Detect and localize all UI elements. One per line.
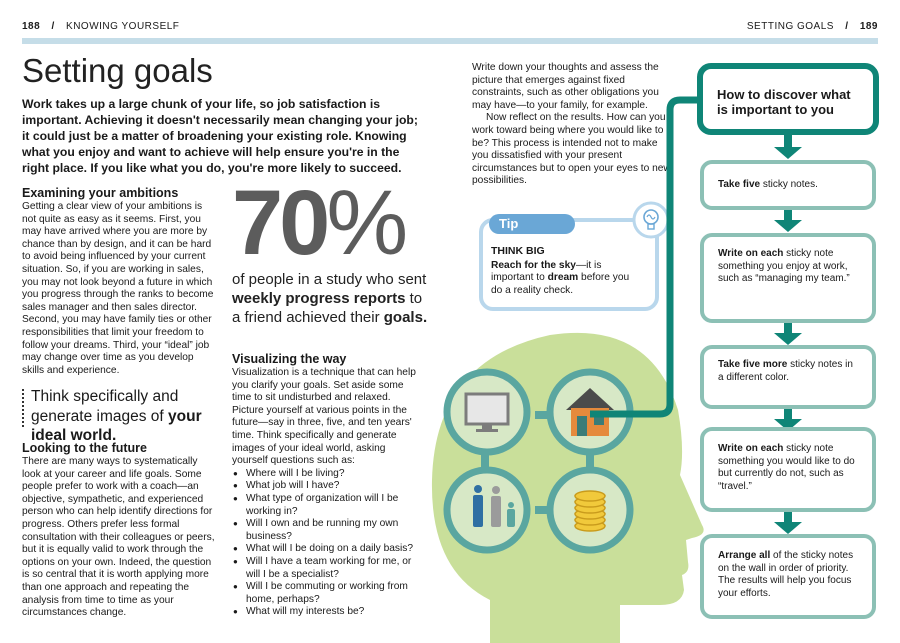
step-bold: Write on each <box>718 248 784 259</box>
step-text: sticky notes in a different color. <box>718 359 853 383</box>
stat-bold-1: weekly progress reports <box>232 290 406 307</box>
question-item: ● Where will I be living? <box>232 468 417 481</box>
future-section <box>22 441 217 620</box>
right-paragraph-1: Write down your thoughts and assess the picture that emerges against fixed constraints, such as other obligations you may have—to your family, for example. <box>472 62 659 111</box>
question-item: ● What will I be doing on a daily basis? <box>232 543 417 556</box>
question-item: ● What will my interests be? <box>232 606 417 619</box>
step-text: of the sticky notes on the wall in order of priority. The results will help you focus your efforts. <box>718 550 854 599</box>
step-text: sticky note something you would like to do but currently do not, such as “travel.” <box>718 443 855 492</box>
tip-bold-2: dream <box>547 272 579 284</box>
right-paragraph-2: Now reflect on the results. How can you work toward being where you would like to be? This process is intended not to make you dissatisfied with your present circumstances but to open your eyes to new possibilities. <box>472 112 671 187</box>
questions-list <box>232 468 417 619</box>
question-item: ● Will I own and be running my own business? <box>232 518 417 543</box>
flow-step-2 <box>700 233 876 323</box>
stat-number <box>232 172 405 274</box>
flow-step-3 <box>700 345 876 409</box>
question-item: ● What job will I have? <box>232 480 417 493</box>
flow-arrow-stem <box>784 210 792 220</box>
right-folio: SETTING GOALS / 189 <box>746 21 878 32</box>
tip-label: Tip <box>489 214 575 234</box>
examining-section <box>22 186 217 377</box>
step-text: sticky notes. <box>760 179 818 190</box>
examining-heading: Examining your ambitions <box>22 186 179 200</box>
coins-node <box>550 470 630 550</box>
question-item: ● What type of organization will I be working in? <box>232 493 417 518</box>
stat-text-2: to a friend achieved their <box>232 290 423 326</box>
right-section-title: SETTING GOALS <box>746 21 834 32</box>
stat-text-1: of people in a study who sent <box>232 271 427 288</box>
stat-bold-2: goals. <box>383 309 428 326</box>
flow-step-4 <box>700 427 876 512</box>
flow-step-5 <box>700 534 876 619</box>
family-node <box>447 470 527 550</box>
tip-text-1: —it is important to <box>491 259 602 284</box>
tip-bold-1: Reach for the sky <box>491 259 576 271</box>
down-arrow-icon <box>774 147 802 159</box>
future-heading: Looking to the future <box>22 441 147 455</box>
step-text: sticky note something you enjoy at work, such as “managing my team.” <box>718 248 850 284</box>
step-bold: Take five <box>718 179 761 190</box>
stat-value: 70 <box>232 172 327 274</box>
right-page-number: 189 <box>859 21 878 32</box>
visualizing-heading: Visualizing the way <box>232 352 347 366</box>
coins-icon <box>575 491 605 531</box>
down-arrow-icon <box>774 333 802 345</box>
flow-arrow-stem <box>784 323 792 333</box>
left-page-number: 188 <box>22 21 41 32</box>
intro-paragraph: Work takes up a large chunk of your life, so job satisfaction is important. Achieving it doesn't necessarily mean changing your job; it could just be a matter of broadening your existing role. Knowing what you enjoy and want to achieve will help ensure you're in the right place. If you like what you do, you're more likely to succeed. <box>22 97 418 175</box>
header-rule <box>22 38 878 44</box>
pull-quote-text: Think specifically and generate images of <box>31 388 179 425</box>
step-bold: Take five more <box>718 359 788 370</box>
flow-arrow-stem <box>784 135 792 147</box>
flow-arrow-stem <box>784 409 792 419</box>
left-folio: 188 / KNOWING YOURSELF <box>22 21 180 32</box>
down-arrow-icon <box>774 220 802 232</box>
visualizing-section <box>232 352 417 619</box>
visualizing-text: Visualization is a technique that can help you clarify your goals. Set aside some time to sit undisturbed and relaxed. Picture yourself at various points in the future—say in three, five, and ten years' time. Think specifically and generate images of your ideal world, asking yourself questions such as: <box>232 367 416 467</box>
flow-connector <box>590 80 710 420</box>
flow-title: How to discover what is important to you <box>717 87 851 117</box>
flow-step-1 <box>700 160 876 210</box>
pull-quote-rule <box>22 389 24 429</box>
tip-text-2: before you do a reality check. <box>491 272 630 296</box>
step-bold: Arrange all <box>718 550 771 561</box>
flow-title-box <box>697 63 879 135</box>
left-section-title: KNOWING YOURSELF <box>66 21 180 32</box>
future-text: There are many ways to systematically look at your career and life goals. Some people prefer to work with a coach—an objective, sympathetic, and experienced person who can help identify directions for progress. Others prefer less formal consultation with their colleagues or peers, but it is equally valid to work through the options on your own. Indeed, the question is so central that it is worth applying more than one approach and repeating the analysis from time to time as your circumstances change. <box>22 456 215 619</box>
pull-quote-bold: your ideal world. <box>31 407 202 444</box>
question-item: ● Will I have a team working for me, or will I be a specialist? <box>232 556 417 581</box>
stat-caption <box>232 270 432 327</box>
monitor-node <box>447 372 527 452</box>
flow-arrow-stem <box>784 512 792 522</box>
step-bold: Write on each <box>718 443 784 454</box>
page-title: Setting goals <box>22 52 213 89</box>
question-item: ● Will I be commuting or working from home, perhaps? <box>232 581 417 606</box>
tip-heading: THINK BIG <box>491 245 545 257</box>
stat-percent-sign: % <box>326 172 405 274</box>
pull-quote <box>22 387 217 446</box>
down-arrow-icon <box>774 522 802 534</box>
examining-text: Getting a clear view of your ambitions is not quite as easy as it seems. First, you may have arrived where you are more by chance than by design, and it can be hard to avoid being influenced by your current situation. So, if you are working in sales, you may not look beyond a future in which you progress through the ranks to become sales manager and then sales director. Second, you may have family ties or other responsibilities that limit your freedom to follow your dreams. Third, your “ideal” job may change over time as you develop skills and experience. <box>22 201 214 376</box>
